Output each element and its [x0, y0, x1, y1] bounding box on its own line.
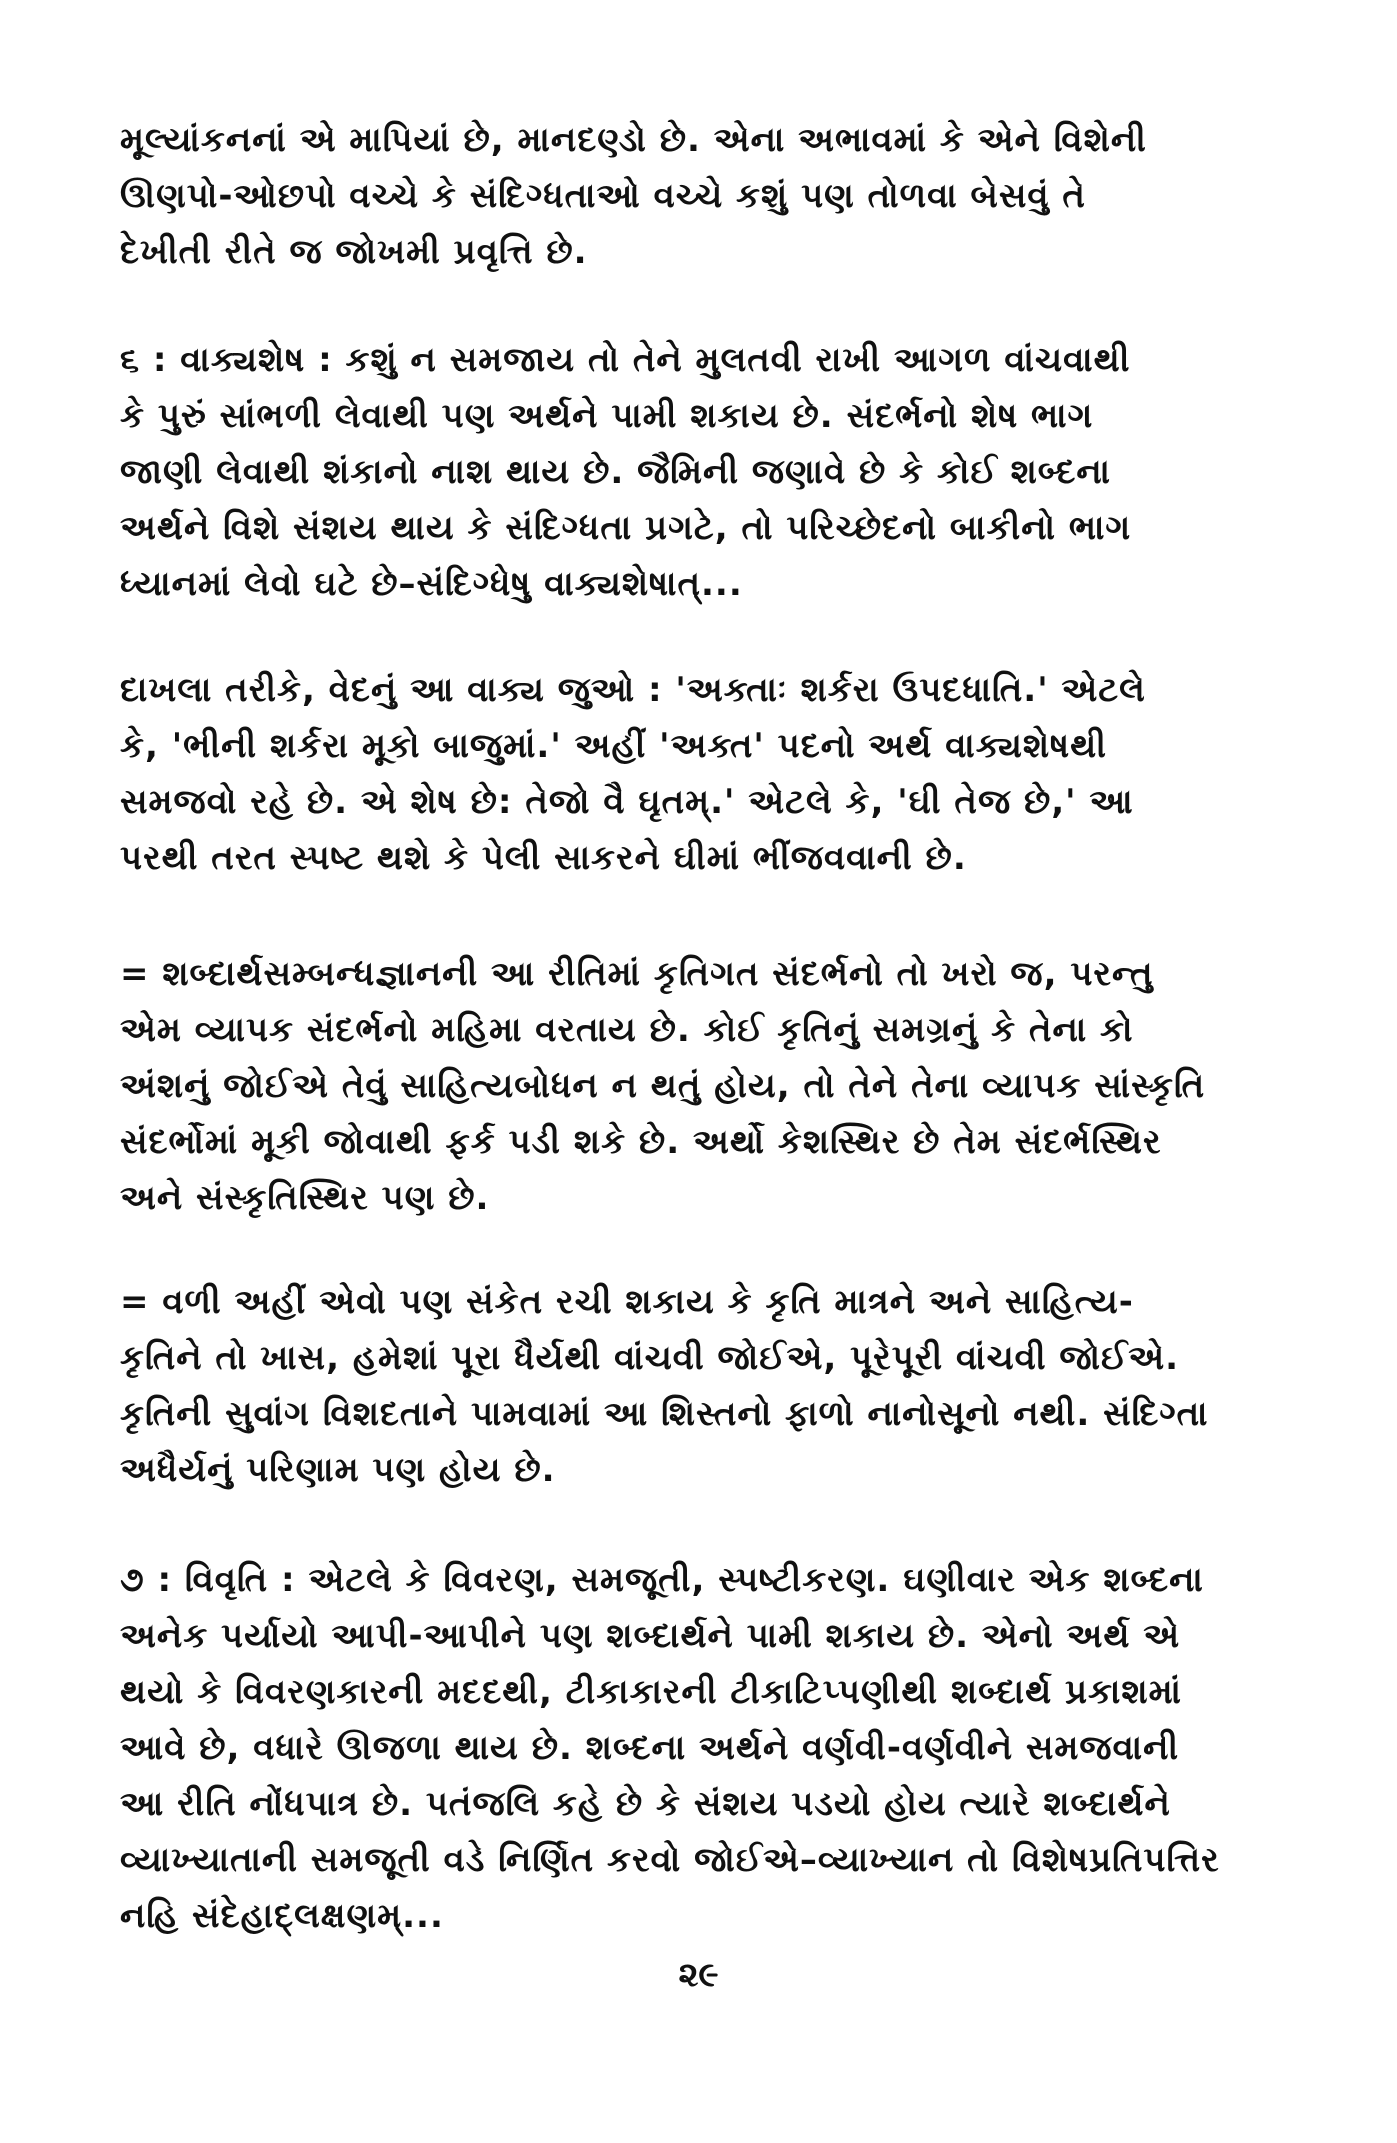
text-line: ૭ : વિવૃતિ : એટલે કે વિવરણ, સમજૂતી, સ્પષ્ટીકરણ. ઘણીવાર એક શબ્દના: [120, 1560, 1204, 1600]
text-line: ૬ : વાક્યશેષ : કશું ન સમજાય તો તેને મુલતવી રાખી આગળ વાંચવાથી: [120, 340, 1131, 380]
paragraph-evaluation-standards: [120, 112, 1280, 280]
text-line: અધૈર્યનું પરિણામ પણ હોય છે.: [120, 1450, 556, 1490]
text-line: સમજવો રહે છે. એ શેષ છે: તેજો વૈ ઘૃતમ્.' એટલે કે, 'ઘી તેજ છે,' આ: [120, 782, 1134, 822]
text-line: = વળી અહીં એવો પણ સંકેત રચી શકાય કે કૃતિ માત્રને અને સાહિત્ય-: [120, 1282, 1134, 1322]
paragraph-vakyashesh: [120, 332, 1280, 612]
paragraph-context: [120, 946, 1280, 1226]
text-line: આ રીતિ નોંધપાત્ર છે. પતંજલિ કહે છે કે સંશય પડયો હોય ત્યારે શબ્દાર્થને: [120, 1784, 1171, 1824]
text-line: દાખલા તરીકે, વેદનું આ વાક્ય જુઓ : 'અક્તાઃ શર્કરા ઉપદધાતિ.' એટલે: [120, 670, 1146, 710]
text-line: સંદર્ભોમાં મૂકી જોવાથી ફર્ક પડી શકે છે. અર્થો કેશસ્થિર છે તેમ સંદર્ભસ્થિર: [120, 1122, 1162, 1162]
text-line: કૃતિની સુવાંગ વિશદતાને પામવામાં આ શિસ્તનો ફાળો નાનોસૂનો નથી. સંદિગ્તા: [120, 1394, 1209, 1434]
text-line: ધ્યાનમાં લેવો ઘટે છે–સંદિગ્ધેષુ વાક્યશેષાત્...: [120, 564, 743, 604]
text-line: પરથી તરત સ્પષ્ટ થશે કે પેલી સાકરને ઘીમાં ભીંજવવાની છે.: [120, 838, 967, 878]
text-line: કે પુરું સાંભળી લેવાથી પણ અર્થને પામી શકાય છે. સંદર્ભનો શેષ ભાગ: [120, 396, 1094, 436]
text-line: ઊણપો-ઓછપો વચ્ચે કે સંદિગ્ધતાઓ વચ્ચે કશું પણ તોળવા બેસવું તે: [120, 176, 1086, 216]
text-line: અંશનું જોઈએ તેવું સાહિત્યબોધન ન થતું હોય, તો તેને તેના વ્યાપક સાંસ્કૃતિ: [120, 1066, 1206, 1106]
paragraph-vivruti: [120, 1552, 1280, 1944]
text-line: = શબ્દાર્થસમ્બન્ધજ્ઞાનની આ રીતિમાં કૃતિગત સંદર્ભનો તો ખરો જ, પરન્તુ: [120, 954, 1154, 994]
text-line: દેખીતી રીતે જ જોખમી પ્રવૃત્તિ છે.: [120, 232, 588, 272]
text-line: નહિ સંદેહાદ્લક્ષણમ્...: [120, 1896, 444, 1936]
text-line: એમ વ્યાપક સંદર્ભનો મહિમા વરતાય છે. કોઈ કૃતિનું સમગ્રનું કે તેના કો: [120, 1010, 1134, 1050]
paragraph-patience: [120, 1274, 1280, 1498]
page-number: ૨૯: [678, 1955, 719, 1995]
text-line: અનેક પર્યાયો આપી-આપીને પણ શબ્દાર્થને પામી શકાય છે. એનો અર્થ એ: [120, 1616, 1181, 1656]
text-line: વ્યાખ્યાતાની સમજૂતી વડે નિર્ણિત કરવો જોઈએ–વ્યાખ્યાન તો વિશેષપ્રતિપત્તિર: [120, 1840, 1220, 1880]
text-line: મૂલ્યાંકનનાં એ માપિયાં છે, માનદણ્ડો છે. એના અભાવમાં કે એને વિશેની: [120, 120, 1147, 160]
text-line: કૃતિને તો ખાસ, હમેશાં પૂરા ધૈર્યથી વાંચવી જોઈએ, પૂરેપૂરી વાંચવી જોઈએ.: [120, 1338, 1180, 1378]
text-line: અને સંસ્કૃતિસ્થિર પણ છે.: [120, 1178, 490, 1218]
text-line: અર્થને વિશે સંશય થાય કે સંદિગ્ધતા પ્રગટે, તો પરિચ્છેદનો બાકીનો ભાગ: [120, 508, 1132, 548]
text-line: જાણી લેવાથી શંકાનો નાશ થાય છે. જૈમિની જણાવે છે કે કોઈ શબ્દના: [120, 452, 1112, 492]
text-line: કે, 'ભીની શર્કરા મૂકો બાજુમાં.' અહીં 'અક્ત' પદનો અર્થ વાક્યશેષથી: [120, 726, 1107, 766]
text-line: આવે છે, વધારે ઊજળા થાય છે. શબ્દના અર્થને વર્ણવી-વર્ણવીને સમજવાની: [120, 1728, 1180, 1768]
paragraph-veda-example: [120, 662, 1280, 886]
text-line: થયો કે વિવરણકારની મદદથી, ટીકાકારની ટીકાટિપ્પણીથી શબ્દાર્થ પ્રકાશમાં: [120, 1672, 1182, 1712]
